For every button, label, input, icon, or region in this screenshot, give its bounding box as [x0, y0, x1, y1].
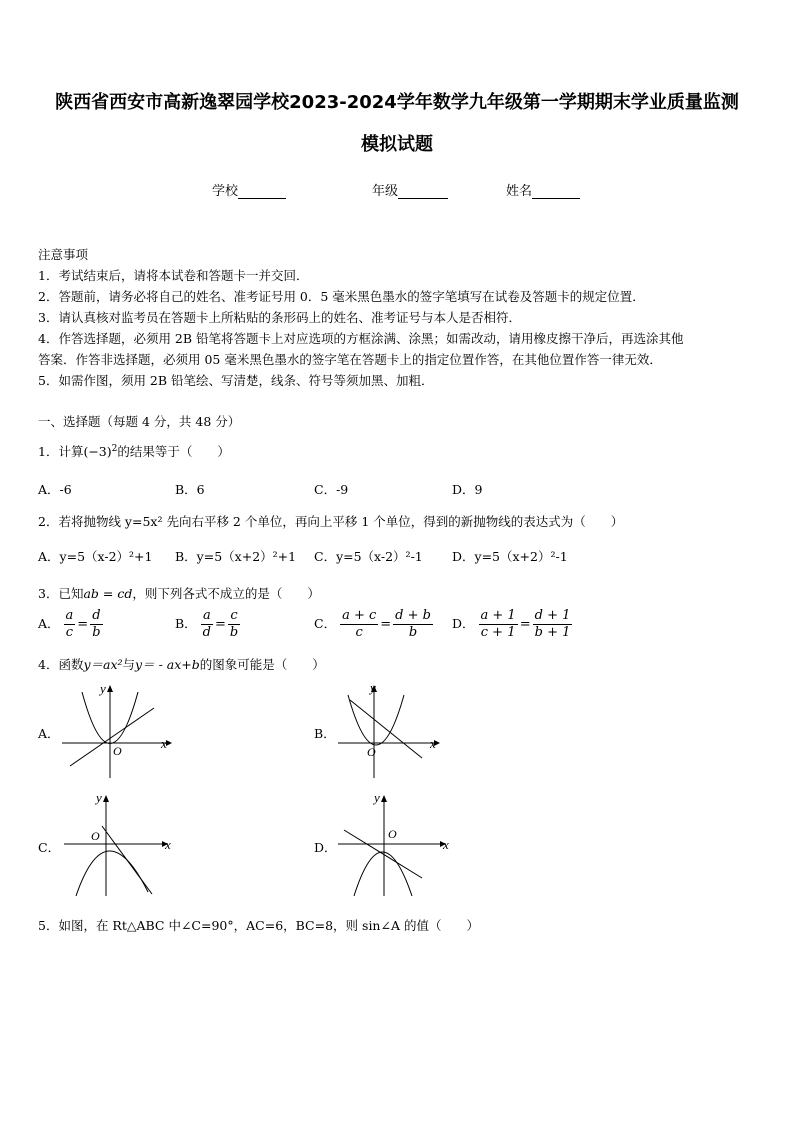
- q1-exponent: 2: [111, 443, 118, 454]
- straight-line: [102, 826, 152, 894]
- y-axis-arrow: [381, 795, 387, 802]
- q2-option-c: C．y=5（x-2）²-1: [314, 549, 423, 564]
- y-label: y: [374, 790, 380, 805]
- fraction-denominator: c: [355, 625, 363, 640]
- fraction-denominator: d: [202, 625, 211, 640]
- exam-title-line2: 模拟试题: [361, 134, 433, 155]
- equals-sign: =: [77, 617, 89, 632]
- notice-heading: 注意事项: [38, 247, 89, 262]
- school-label: 学校: [212, 184, 239, 199]
- q3-option-label: A．: [38, 616, 60, 631]
- notice-item: 3．请认真核对监考员在答题卡上所粘贴的条形码上的姓名、准考证号与本人是否相符．: [38, 310, 521, 325]
- q4-option-b: B．: [314, 726, 336, 741]
- fraction-left: [64, 608, 76, 641]
- equals-sign: =: [519, 617, 531, 632]
- x-label: x: [161, 736, 167, 751]
- fraction-left: [479, 608, 518, 641]
- q1-suffix: 的结果等于（ ）: [117, 444, 230, 459]
- y-label: y: [96, 790, 102, 805]
- origin-label: O: [388, 827, 397, 841]
- fraction-denominator: b: [408, 625, 418, 640]
- parabola: [354, 852, 412, 896]
- x-axis-arrow: [166, 740, 172, 746]
- q4-mid: 与: [122, 657, 136, 672]
- graph-a: [60, 680, 180, 780]
- fraction-numerator: d: [92, 608, 101, 623]
- name-blank: [532, 184, 580, 199]
- fraction-numerator: a + 1: [480, 608, 516, 623]
- question-3: [38, 584, 320, 602]
- exam-title-line1: 陕西省西安市高新逸翠园学校2023-2024学年数学九年级第一学期期末学业质量监测: [55, 92, 739, 113]
- graph-d: [336, 788, 456, 900]
- q2-option-b: B．y=5（x+2）²+1: [175, 549, 297, 564]
- graph-b: [336, 680, 456, 780]
- q3-option-label: B．: [175, 616, 197, 631]
- x-label: x: [165, 837, 171, 852]
- school-blank: [238, 184, 286, 199]
- q3-option-c: [314, 608, 433, 641]
- x-label: x: [430, 736, 436, 751]
- q1-option-a: A．-6: [38, 482, 72, 497]
- q3-option-b: [175, 608, 240, 641]
- q3-option-label: C．: [314, 616, 337, 631]
- fraction-numerator: c: [230, 608, 238, 623]
- question-1: [38, 442, 230, 460]
- notice-item: 4．作答选择题，必须用 2B 铅笔将答题卡上对应选项的方框涂满、涂黑；如需改动，请用橡皮擦干净后，再选涂其他: [38, 331, 684, 346]
- q3-option-label: D．: [452, 616, 475, 631]
- q3-option-d: [452, 608, 572, 641]
- question-5: 5．如图，在 Rt△ABC 中∠C=90°，AC=6，BC=8，则 sin∠A 的值（ ）: [38, 918, 479, 933]
- fraction-right: [228, 608, 240, 641]
- q3-suffix: ，则下列各式不成立的是（ ）: [132, 586, 320, 601]
- y-label: y: [100, 681, 106, 696]
- fraction-right: [533, 608, 573, 641]
- grade-label: 年级: [372, 184, 399, 199]
- q4-function-1: y＝ax²: [83, 657, 123, 672]
- q1-option-c: C．-9: [314, 482, 349, 497]
- fraction-numerator: d + b: [395, 608, 431, 623]
- q1-expr: (−3): [83, 444, 112, 459]
- q3-prefix: 3．已知: [38, 586, 84, 601]
- fraction-right: [90, 608, 102, 641]
- q3-condition: ab = cd: [83, 586, 133, 601]
- q2-option-a: A．y=5（x-2）²+1: [38, 549, 153, 564]
- fraction-right: [393, 608, 433, 641]
- q2-option-d: D．y=5（x+2）²-1: [452, 549, 568, 564]
- fraction-denominator: b + 1: [534, 625, 571, 640]
- straight-line: [350, 700, 422, 758]
- q4-option-d: D．: [314, 840, 337, 855]
- notice-item: 答案．作答非选择题，必须用 05 毫米黑色墨水的签字笔在答题卡上的指定位置作答，在其他位置作答一律无效．: [38, 352, 662, 367]
- question-4: [38, 655, 325, 673]
- grade-blank: [398, 184, 448, 199]
- fraction-denominator: c: [65, 625, 74, 640]
- grade-field: [372, 180, 448, 199]
- school-field: [212, 180, 286, 199]
- fraction-numerator: d + 1: [534, 608, 571, 623]
- q1-option-d: D．9: [452, 482, 483, 497]
- fraction-numerator: a: [202, 608, 211, 623]
- q4-suffix: 的图象可能是（ ）: [199, 657, 325, 672]
- equals-sign: =: [215, 617, 226, 632]
- y-axis-arrow: [103, 795, 109, 802]
- name-label: 姓名: [506, 184, 533, 199]
- q4-option-a: A．: [38, 726, 60, 741]
- fraction-denominator: b: [92, 625, 101, 640]
- q1-prefix: 1．计算: [38, 444, 84, 459]
- q1-option-b: B．6: [175, 482, 205, 497]
- q4-function-2: y＝ - ax+b: [135, 657, 200, 672]
- question-2: 2．若将抛物线 y=5x² 先向右平移 2 个单位，再向上平移 1 个单位，得到的新抛物线的表达式为（ ）: [38, 514, 624, 529]
- y-axis-arrow: [107, 685, 113, 692]
- name-field: [506, 180, 580, 199]
- notice-item: 5．如需作图，须用 2B 铅笔绘、写清楚，线条、符号等须加黑、加粗．: [38, 373, 434, 388]
- fraction-left: [340, 608, 378, 641]
- q3-option-a: [38, 608, 103, 641]
- parabola: [348, 695, 404, 745]
- section-heading: 一、选择题（每题 4 分，共 48 分）: [38, 414, 241, 429]
- notice-item: 2．答题前，请务必将自己的姓名、准考证号用 0．5 毫米黑色墨水的签字笔填写在试卷及答题卡的规定位置．: [38, 289, 645, 304]
- straight-line: [344, 830, 422, 878]
- fraction-numerator: a: [65, 608, 74, 623]
- origin-label: O: [91, 829, 100, 843]
- fraction-left: [201, 608, 213, 641]
- q4-prefix: 4．函数: [38, 657, 84, 672]
- straight-line: [70, 708, 154, 766]
- fraction-denominator: c + 1: [480, 625, 516, 640]
- origin-label: O: [113, 744, 122, 758]
- origin-label: O: [367, 745, 376, 759]
- x-label: x: [443, 837, 449, 852]
- notice-item: 1．考试结束后，请将本试卷和答题卡一并交回．: [38, 268, 309, 283]
- q4-option-c: C．: [38, 840, 61, 855]
- fraction-denominator: b: [229, 625, 239, 640]
- y-label: y: [370, 680, 376, 695]
- graph-c: [62, 788, 182, 900]
- equals-sign: =: [380, 617, 392, 632]
- fraction-numerator: a + c: [342, 608, 377, 623]
